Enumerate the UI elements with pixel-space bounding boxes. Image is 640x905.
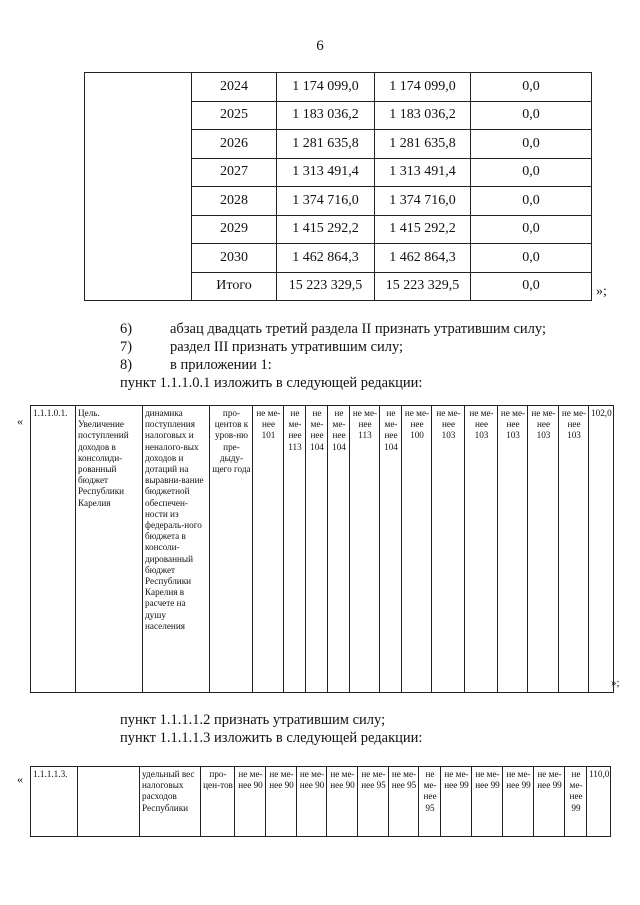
paragraph: пункт 1.1.1.1.2 признать утратившим силу; [120, 712, 386, 728]
value-cell: не ме-нее 99 [441, 767, 472, 837]
value-cell: не ме-нее 90 [235, 767, 266, 837]
value-cell: не ме-нее 103 [498, 406, 528, 693]
value-cell: не ме-нее 103 [559, 406, 589, 693]
value-cell: не ме-нее 99 [503, 767, 534, 837]
value-cell: не ме-нее 99 [565, 767, 587, 837]
amount-cell: 1 183 036,2 [375, 101, 471, 130]
amount-cell: 1 281 635,8 [375, 130, 471, 159]
row-code: 1.1.1.0.1. [31, 406, 76, 693]
item-text: в приложении 1: [170, 357, 272, 373]
value-cell: не ме-нее 113 [350, 406, 380, 693]
value-cell: не ме-нее 90 [327, 767, 358, 837]
value-cell: не ме-нее 90 [266, 767, 297, 837]
funding-table [84, 72, 592, 301]
year-cell: 2028 [192, 187, 277, 216]
value-cell: не ме-нее 104 [328, 406, 350, 693]
table-row [85, 73, 592, 102]
final-value-cell: 110,0 [587, 767, 611, 837]
row-code: 1.1.1.1.3. [31, 767, 78, 837]
indicator-cell: удельный вес налоговых расходов Республики [140, 767, 201, 837]
amount-cell: 1 281 635,8 [277, 130, 375, 159]
indicator-cell: динамика поступления налоговых и неналого-вых доходов и дотаций на выравни-вание бюджетной обеспечен-ности из федераль-ного бюджета в консоли-дированный бюджет Республики Карелия в расчете на душу населения [143, 406, 210, 693]
goal-cell: Цель. Увеличение поступлений доходов в консолиди-рованный бюджет Республики Карелия [76, 406, 143, 693]
value-cell: не ме-нее 104 [306, 406, 328, 693]
year-cell: 2029 [192, 215, 277, 244]
empty-merged-cell [85, 73, 192, 301]
indicator-table-1 [30, 405, 614, 693]
value-cell: не ме-нее 104 [380, 406, 402, 693]
amount-cell: 0,0 [471, 101, 592, 130]
indicator-table-2 [30, 766, 611, 837]
item-number: 8) [120, 357, 133, 373]
amount-cell: 1 415 292,2 [375, 215, 471, 244]
item-number: 6) [120, 321, 133, 337]
year-cell: Итого [192, 272, 277, 301]
year-cell: 2030 [192, 244, 277, 273]
amount-cell: 0,0 [471, 73, 592, 102]
year-cell: 2027 [192, 158, 277, 187]
value-cell: не ме-нее 103 [432, 406, 465, 693]
paragraph: пункт 1.1.1.0.1 изложить в следующей редакции: [120, 375, 423, 391]
amount-cell: 0,0 [471, 158, 592, 187]
unit-cell: про-центов к уров-ню пре-дыду-щего года [210, 406, 253, 693]
paragraph: пункт 1.1.1.1.3 изложить в следующей редакции: [120, 730, 423, 746]
opening-quote: « [17, 772, 23, 786]
year-cell: 2026 [192, 130, 277, 159]
amount-cell: 1 174 099,0 [375, 73, 471, 102]
unit-cell: про-цен-тов [201, 767, 235, 837]
amount-cell: 1 415 292,2 [277, 215, 375, 244]
amount-cell: 1 374 716,0 [277, 187, 375, 216]
value-cell: не ме-нее 101 [253, 406, 284, 693]
value-cell: не ме-нее 99 [472, 767, 503, 837]
amount-cell: 15 223 329,5 [277, 272, 375, 301]
amount-cell: 1 313 491,4 [375, 158, 471, 187]
amount-cell: 15 223 329,5 [375, 272, 471, 301]
amount-cell: 0,0 [471, 244, 592, 273]
closing-quote: »; [611, 677, 620, 689]
amount-cell: 0,0 [471, 187, 592, 216]
opening-quote: « [17, 414, 23, 428]
year-cell: 2025 [192, 101, 277, 130]
final-value-cell: 102,0 [589, 406, 614, 693]
amount-cell: 1 313 491,4 [277, 158, 375, 187]
value-cell: не ме-нее 95 [389, 767, 419, 837]
amount-cell: 1 462 864,3 [375, 244, 471, 273]
value-cell: не ме-нее 95 [419, 767, 441, 837]
value-cell: не ме-нее 90 [297, 767, 327, 837]
item-text: раздел III признать утратившим силу; [170, 339, 404, 355]
amount-cell: 0,0 [471, 130, 592, 159]
empty-cell [78, 767, 140, 837]
item-text: абзац двадцать третий раздела II признать утратившим силу; [170, 321, 546, 337]
amount-cell: 1 174 099,0 [277, 73, 375, 102]
value-cell: не ме-нее 113 [284, 406, 306, 693]
value-cell: не ме-нее 103 [528, 406, 559, 693]
page-number: 6 [316, 38, 324, 54]
value-cell: не ме-нее 99 [534, 767, 565, 837]
value-cell: не ме-нее 103 [465, 406, 498, 693]
item-number: 7) [120, 339, 133, 355]
value-cell: не ме-нее 95 [358, 767, 389, 837]
amount-cell: 1 462 864,3 [277, 244, 375, 273]
amount-cell: 0,0 [471, 215, 592, 244]
value-cell: не ме-нее 100 [402, 406, 432, 693]
amount-cell: 1 374 716,0 [375, 187, 471, 216]
amount-cell: 0,0 [471, 272, 592, 301]
closing-quote: »; [596, 284, 607, 299]
year-cell: 2024 [192, 73, 277, 102]
amount-cell: 1 183 036,2 [277, 101, 375, 130]
